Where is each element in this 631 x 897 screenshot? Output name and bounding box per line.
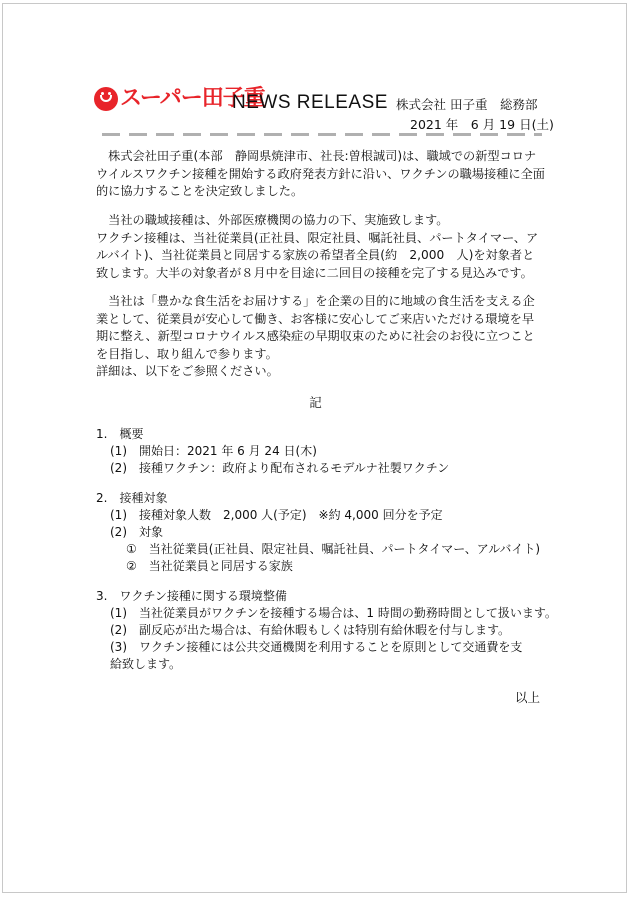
section-heading: 3. ワクチン接種に関する環境整備 xyxy=(96,589,287,603)
paragraph-details: 当社の職域接種は、外部医療機関の協力の下、実施致します。 ワクチン接種は、当社従業員(正社員、限定社員、嘱託社員、パートタイマー、アルバイト)、当社従業員と同居する家族の希望者全員(約 2,000 人)を対象者と致します。大半の対象者が８月中を目途に二回目の接種を完了する見込みです。 xyxy=(96,213,539,280)
sub-list-item: ② 当社従業員と同居する家族 xyxy=(126,559,293,573)
dashed-divider xyxy=(102,133,542,136)
list-item: (2) 副反応が出た場合は、有給休暇もしくは特別有給休暇を付与します。 xyxy=(110,623,511,637)
release-date: 2021 年 6 月 19 日(土) xyxy=(410,117,554,132)
company-name: 株式会社 田子重 総務部 xyxy=(396,97,538,112)
sub-list-item: ① 当社従業員(正社員、限定社員、嘱託社員、パートタイマー、アルバイト) xyxy=(126,542,541,556)
list-item: (2) 対象 xyxy=(110,525,163,539)
section-heading: 1. 概要 xyxy=(96,427,144,441)
list-item: (1) 開始日：2021 年 6 月 24 日(木) xyxy=(110,444,317,458)
ki-marker: 記 xyxy=(309,395,322,410)
section-heading: 2. 接種対象 xyxy=(96,491,168,505)
list-item: (2) 接種ワクチン：政府より配布されるモデルナ社製ワクチン xyxy=(110,461,450,475)
list-item: (1) 接種対象人数 2,000 人(予定) ※約 4,000 回分を予定 xyxy=(110,508,443,522)
paragraph-mission: 当社は「豊かな食生活をお届けする」を企業の目的に地域の食生活を支える企業として、従業員が安心して働き、お客様に安心してご来店いただける環境を早期に整え、新型コロナウイルス感染症の早期収束のために社会のお役に立つことを目指し、取り組んで参ります。 詳細は、以下をご参照ください。 xyxy=(96,294,535,379)
list-item: (3) ワクチン接種には公共交通機関を利用することを原則として交通費を支給致します。 xyxy=(110,640,523,671)
logo-face-icon xyxy=(94,87,118,111)
paragraph-intro: 株式会社田子重(本部 静岡県焼津市、社長:曽根誠司)は、職域での新型コロナウイルスワクチン接種を開始する政府発表方針に沿い、ワクチンの職場接種に全面的に協力することを決定致しました。 xyxy=(96,149,545,199)
closing-ijo: 以上 xyxy=(515,690,541,705)
list-item: (1) 当社従業員がワクチンを接種する場合は、1 時間の勤務時間として扱います。 xyxy=(110,606,557,620)
logo-text: スーパー田子重 xyxy=(120,86,265,111)
news-release-title: NEWS RELEASE xyxy=(232,92,388,113)
